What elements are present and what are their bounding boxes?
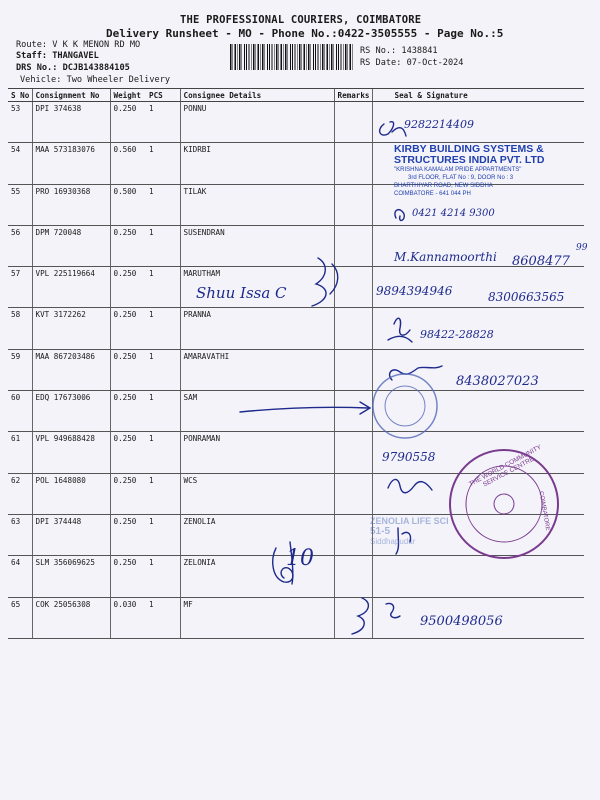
col-remarks: Remarks — [334, 89, 372, 102]
runsheet-title: Delivery Runsheet - MO - Phone No.:0422-3505555 - Page No.:5 — [106, 27, 504, 40]
stamp-zenolia-line1: ZENOLIA LIFE SCI — [370, 516, 449, 526]
row-consignee: MARUTHAM — [180, 267, 334, 308]
row-consignment: DPI 374448 — [32, 514, 110, 555]
bracket-stroke — [352, 598, 368, 634]
company-name: THE PROFESSIONAL COURIERS, COIMBATORE — [180, 14, 422, 26]
round-stamp-text: THE WORLD COMMUNITY SERVICE CENTRE — [467, 443, 543, 489]
row-consignee: KIDRBI — [180, 143, 334, 184]
row-consignment: POL 1648080 — [32, 473, 110, 514]
stamp-zenolia — [370, 516, 449, 546]
row-pcs: 1 — [146, 432, 180, 473]
row-consignment: MAA 573183076 — [32, 143, 110, 184]
row-consignment: KVT 3172262 — [32, 308, 110, 349]
row-sno: 57 — [8, 267, 32, 308]
row-weight: 0.250 — [110, 514, 146, 555]
row-sno: 54 — [8, 143, 32, 184]
row-consignee: TILAK — [180, 184, 334, 225]
round-stamp-city: COIMBATORE — [537, 490, 551, 532]
handwritten-phone: 8608477 — [512, 254, 570, 269]
row-sno: 60 — [8, 391, 32, 432]
row-pcs: 1 — [146, 473, 180, 514]
round-stamp-small — [373, 374, 437, 438]
row-consignee: WCS — [180, 473, 334, 514]
handwritten-phone: 0421 4214 9300 — [412, 208, 495, 219]
row-sno: 63 — [8, 514, 32, 555]
arrow-stroke — [240, 407, 368, 412]
bracket-stroke — [330, 264, 338, 294]
stamp-zenolia-line3: Siddhapudur — [370, 537, 416, 546]
row-consignment: MAA 867203486 — [32, 349, 110, 390]
row-pcs: 1 — [146, 102, 180, 143]
col-consignee: Consignee Details — [180, 89, 334, 102]
staff-label: Staff: THANGAVEL — [16, 51, 99, 61]
row-consignee: ZELONIA — [180, 556, 334, 597]
stamp-kirby-line2: STRUCTURES INDIA PVT. LTD — [394, 154, 545, 166]
rs-date: RS Date: 07-Oct-2024 — [360, 58, 464, 68]
stamp-kirby-line6: COIMBATORE - 641 044 PH — [394, 191, 471, 197]
row-consignee: SAM — [180, 391, 334, 432]
row-sno: 62 — [8, 473, 32, 514]
row-weight: 0.560 — [110, 143, 146, 184]
row-weight: 0.500 — [110, 184, 146, 225]
row-sno: 55 — [8, 184, 32, 225]
signature-stroke — [386, 603, 400, 617]
row-consignment: PRO 16930368 — [32, 184, 110, 225]
row-sno: 58 — [8, 308, 32, 349]
row-consignee: PONRAMAN — [180, 432, 334, 473]
handwritten-phone: 98422-28828 — [420, 328, 494, 341]
route-label: Route: V K K MENON RD MO — [16, 40, 141, 50]
row-pcs: 1 — [146, 225, 180, 266]
drs-number: DRS No.: DCJB143884105 — [16, 63, 130, 73]
handwritten-name: Shuu Issa C — [196, 284, 287, 302]
row-consignment: DPI 374638 — [32, 102, 110, 143]
stamp-kirby — [394, 144, 574, 198]
row-pcs: 1 — [146, 143, 180, 184]
row-consignment: VPL 949688428 — [32, 432, 110, 473]
signature-stroke — [388, 479, 432, 492]
stamp-zenolia-line2: 51-5 — [370, 526, 391, 537]
bracket-stroke — [312, 258, 326, 306]
row-sno: 65 — [8, 597, 32, 638]
row-sno: 53 — [8, 102, 32, 143]
row-pcs: 1 — [146, 514, 180, 555]
row-weight: 0.250 — [110, 473, 146, 514]
row-consignee: SUSENDRAN — [180, 225, 334, 266]
signature-stroke — [395, 210, 404, 221]
signature-stroke — [390, 366, 442, 380]
handwritten-phone: 9894394946 — [376, 284, 453, 298]
col-consignment: Consignment No — [32, 89, 110, 102]
row-weight: 0.030 — [110, 597, 146, 638]
vehicle-label: Vehicle: Two Wheeler Delivery — [20, 75, 171, 85]
handwritten-phone: 9790558 — [382, 450, 436, 464]
handwritten-phone: 9500498056 — [420, 614, 503, 629]
row-consignment: COK 25056308 — [32, 597, 110, 638]
stamp-kirby-line3: "KRISHNA KAMALAM PRIDE APPARTMENTS" — [394, 167, 522, 173]
row-weight: 0.250 — [110, 267, 146, 308]
row-pcs: 1 — [146, 308, 180, 349]
row-consignment: VPL 225119664 — [32, 267, 110, 308]
handwritten-phone: 8300663565 — [488, 290, 565, 304]
row-pcs: 1 — [146, 556, 180, 597]
row-consignee: AMARAVATHI — [180, 349, 334, 390]
signature-stroke — [380, 122, 406, 136]
row-weight: 0.250 — [110, 225, 146, 266]
handwritten-phone: 9282214409 — [404, 118, 474, 131]
row-sno: 56 — [8, 225, 32, 266]
row-sno: 61 — [8, 432, 32, 473]
row-weight: 0.250 — [110, 432, 146, 473]
handwritten-phone: 8438027023 — [456, 374, 539, 389]
row-weight: 0.250 — [110, 391, 146, 432]
row-consignment: DPM 720048 — [32, 225, 110, 266]
row-pcs: 1 — [146, 349, 180, 390]
row-pcs: 1 — [146, 267, 180, 308]
stamp-kirby-line4: 3rd FLOOR, FLAT No : 9, DOOR No : 3 — [408, 175, 514, 181]
row-consignee: ZENOLIA — [180, 514, 334, 555]
rs-number: RS No.: 1438841 — [360, 46, 438, 56]
handwritten-note: 10 — [286, 546, 314, 571]
row-pcs: 1 — [146, 597, 180, 638]
stamp-kirby-line1: KIRBY BUILDING SYSTEMS & — [394, 143, 544, 155]
row-weight: 0.250 — [110, 308, 146, 349]
row-consignee: PRANNA — [180, 308, 334, 349]
row-sno: 64 — [8, 556, 32, 597]
col-weight: Weight — [110, 89, 146, 102]
row-weight: 0.250 — [110, 349, 146, 390]
row-sno: 59 — [8, 349, 32, 390]
row-consignee: PONNU — [180, 102, 334, 143]
row-consignment: EDQ 17673006 — [32, 391, 110, 432]
row-weight: 0.250 — [110, 556, 146, 597]
col-sno: S No — [8, 89, 32, 102]
row-consignee: MF — [180, 597, 334, 638]
stamp-kirby-line5: BHARTHIYAR ROAD, NEW SIDDHA — [394, 183, 493, 189]
row-consignment: SLM 356069625 — [32, 556, 110, 597]
col-signature: Seal & Signature — [372, 89, 584, 102]
col-pcs: PCS — [146, 89, 180, 102]
row-weight: 0.250 — [110, 102, 146, 143]
handwritten-note: 99 — [576, 243, 588, 253]
handwritten-name: M.Kannamoorthi — [394, 250, 497, 264]
row-pcs: 1 — [146, 391, 180, 432]
row-pcs: 1 — [146, 184, 180, 225]
signature-stroke — [388, 318, 412, 342]
